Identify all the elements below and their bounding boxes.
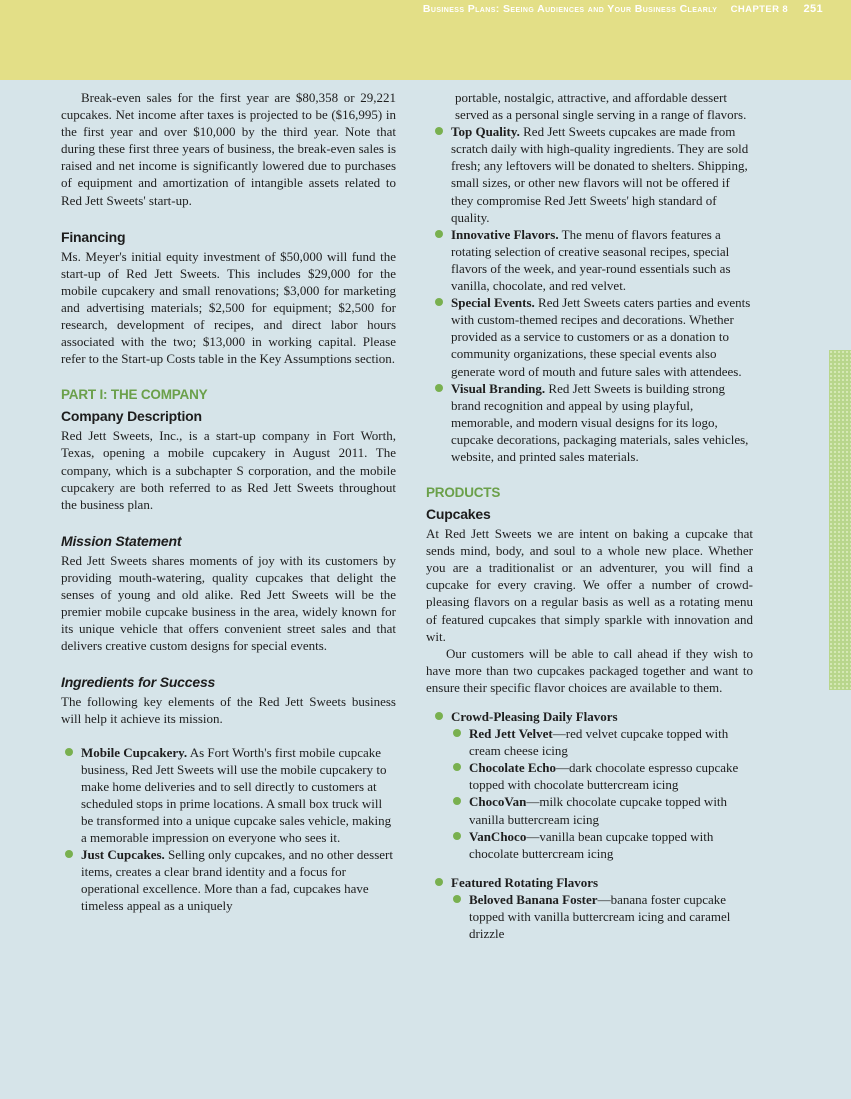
list-item bbox=[431, 123, 753, 226]
left-column bbox=[61, 89, 396, 914]
flavor-groups bbox=[426, 708, 753, 942]
bullet-icon bbox=[453, 895, 461, 903]
flavor-name: ChocoVan bbox=[469, 794, 527, 810]
bullet-icon bbox=[65, 850, 73, 858]
bullet-title: Top Quality. bbox=[451, 124, 520, 140]
chapter-label: CHAPTER 8 bbox=[730, 4, 789, 15]
ingredients-list-continued bbox=[426, 123, 753, 465]
bullet-icon bbox=[453, 797, 461, 805]
bullet-icon bbox=[453, 729, 461, 737]
bullet-text: Red Jett Sweets caters parties and events with custom-themed recipes and decorations. Whether provided as a service to customers or as a donation to community organizations, these special events also generate word of mouth and future sales with attendees. bbox=[451, 295, 751, 379]
mission-heading: Mission Statement bbox=[61, 532, 182, 549]
cupcakes-paragraph-1: At Red Jett Sweets we are intent on baking a cupcake that sends mind, body, and soul to a whole new place. Whether you are a traditionalist or an adventurer, you will find a cupcake for every craving. We offer a number of crowd-pleasing flavors on a regular basis as well as a rotating menu of featured cupcakes that simply sparkle with innovation and wit. bbox=[426, 526, 753, 644]
flavor-desc: —vanilla bean cupcake topped with chocolate buttercream icing bbox=[469, 828, 714, 861]
rotating-flavors-list bbox=[451, 891, 753, 942]
bullet-icon bbox=[435, 298, 443, 306]
breakeven-paragraph: Break-even sales for the first year are $80,358 or 29,221 cupcakes. Net income after taxes is projected to be ($16,995) in the first year and over $10,000 by the third year. Note that during these first three years of business, the break-even sales is raised and net income is significantly lowered due to purchases of equipment and amortization of intangible assets related to Red Jett Sweets' start-up. bbox=[61, 90, 396, 208]
flavor-desc: —milk chocolate cupcake topped with vanilla buttercream icing bbox=[469, 794, 728, 827]
bullet-text: Red Jett Sweets is building strong brand recognition and appeal by using playful, memorable, and modern visual designs for its logo, cupcake decorations, packaging materials, sales vehicles, website, and printed sales materials. bbox=[451, 380, 749, 464]
bullet-title: Visual Branding. bbox=[451, 380, 546, 396]
financing-heading: Financing bbox=[61, 228, 126, 245]
bullet-icon bbox=[435, 878, 443, 886]
page-number: 251 bbox=[803, 3, 823, 15]
ingredients-list bbox=[61, 744, 396, 915]
products-heading: PRODUCTS bbox=[426, 485, 501, 501]
bullet-icon bbox=[435, 712, 443, 720]
cupcakes-heading: Cupcakes bbox=[426, 506, 491, 523]
mission-paragraph: Red Jett Sweets shares moments of joy with its customers by providing mouth-watering, quality cupcakes that delight the senses of young and old alike. Red Jett Sweets will be the premier mobile cupcake business in the area, widely known for its unique vehicle that offers convenient street sales and that delivers creative custom designs for special events. bbox=[61, 552, 396, 654]
ingredients-paragraph: The following key elements of the Red Jett Sweets business will help it achieve its mission. bbox=[61, 694, 396, 727]
running-head bbox=[423, 3, 823, 15]
bullet-text: The menu of flavors features a rotating selection of creative seasonal recipes, special flavors of the week, and year-round essentials such as vanilla, chocolate, and red velvet. bbox=[451, 226, 731, 294]
side-tab-strip bbox=[829, 350, 851, 690]
bullet-title: Innovative Flavors. bbox=[451, 226, 559, 242]
bullet-icon bbox=[65, 748, 73, 756]
daily-flavors-list bbox=[451, 725, 753, 862]
list-item bbox=[451, 759, 753, 793]
list-item bbox=[61, 846, 396, 914]
flavor-name: VanChoco bbox=[469, 828, 527, 844]
bullet-text: Selling only cupcakes, and no other dessert items, creates a clear brand identity and a focus for operational excellence. More than a fad, cupcakes have timeless appeal as a uniquely bbox=[81, 847, 393, 914]
bullet-icon bbox=[435, 127, 443, 135]
bullet-icon bbox=[453, 832, 461, 840]
list-item bbox=[451, 725, 753, 759]
bullet-text: Red Jett Sweets cupcakes are made from scratch daily with high-quality ingredients. They are sold fresh; any leftovers will be donated to shelters. Shipping, small sizes, or other new flavors will not be offered if they compromise Red Jett Sweets' high standard of quality. bbox=[451, 124, 749, 225]
running-head-title: Business Plans: Seeing Audiences and Your Business Clearly bbox=[422, 3, 718, 15]
list-item bbox=[451, 793, 753, 827]
list-item bbox=[451, 891, 753, 942]
ingredients-heading: Ingredients for Success bbox=[61, 674, 216, 691]
group-title: Featured Rotating Flavors bbox=[451, 874, 599, 890]
flavor-name: Red Jett Velvet bbox=[469, 726, 553, 742]
rotating-flavors-group bbox=[431, 874, 753, 942]
cupcakes-paragraph-2: Our customers will be able to call ahead if they wish to have more than two cupcakes packaged together and want to ensure their specific flavor choices are available to them. bbox=[426, 645, 753, 695]
list-item bbox=[431, 226, 753, 294]
financing-paragraph: Ms. Meyer's initial equity investment of $50,000 will fund the start-up of Red Jett Sweets. This includes $29,000 for the mobile cupcakery and small renovations; $3,000 for marketing and advertising materials; $2,500 for equipment; $2,500 for research, development of recipes, and direct labor hours associated with the two; $13,000 in working capital. Please refer to the Start-up Costs table in the Key Assumptions section. bbox=[61, 248, 396, 367]
bullet-title: Just Cupcakes. bbox=[81, 847, 165, 863]
bullet-icon bbox=[435, 384, 443, 392]
list-item bbox=[61, 744, 396, 847]
part-heading: PART I: THE COMPANY bbox=[61, 387, 208, 403]
list-item bbox=[451, 828, 753, 862]
bullet-text: As Fort Worth's first mobile cupcake business, Red Jett Sweets will use the mobile cupcakery to make home deliveries and to sell directly to customers at scheduled stops in prime locations. A small box truck will be transformed into a unique cupcake sales vehicle, making a memorable impression on everyone who sees it. bbox=[81, 744, 392, 845]
flavor-name: Beloved Banana Foster bbox=[469, 891, 598, 907]
flavor-desc: —red velvet cupcake topped with cream cheese icing bbox=[469, 726, 729, 759]
bullet-icon bbox=[435, 230, 443, 238]
flavor-desc: —banana foster cupcake topped with vanilla buttercream icing and caramel drizzle bbox=[469, 891, 731, 942]
company-paragraph: Red Jett Sweets, Inc., is a start-up company in Fort Worth, Texas, opening a mobile cupcakery in August 2011. The company, which is a subchapter S corporation, and the mobile cupcakery are both referred to as Red Jett Sweets throughout the business plan. bbox=[61, 428, 396, 512]
daily-flavors-group bbox=[431, 708, 753, 862]
group-title: Crowd-Pleasing Daily Flavors bbox=[451, 709, 618, 724]
bullet-title: Mobile Cupcakery. bbox=[81, 744, 188, 760]
list-item bbox=[431, 294, 753, 379]
flavor-name: Chocolate Echo bbox=[469, 760, 557, 776]
continuation-paragraph: portable, nostalgic, attractive, and affordable dessert served as a personal single serving in a range of flavors. bbox=[455, 90, 747, 123]
list-item bbox=[431, 380, 753, 465]
bullet-icon bbox=[453, 763, 461, 771]
bullet-title: Special Events. bbox=[451, 295, 535, 311]
right-column bbox=[426, 89, 753, 942]
company-heading: Company Description bbox=[61, 408, 202, 425]
flavor-desc: —dark chocolate espresso cupcake topped with chocolate buttercream icing bbox=[469, 760, 739, 793]
